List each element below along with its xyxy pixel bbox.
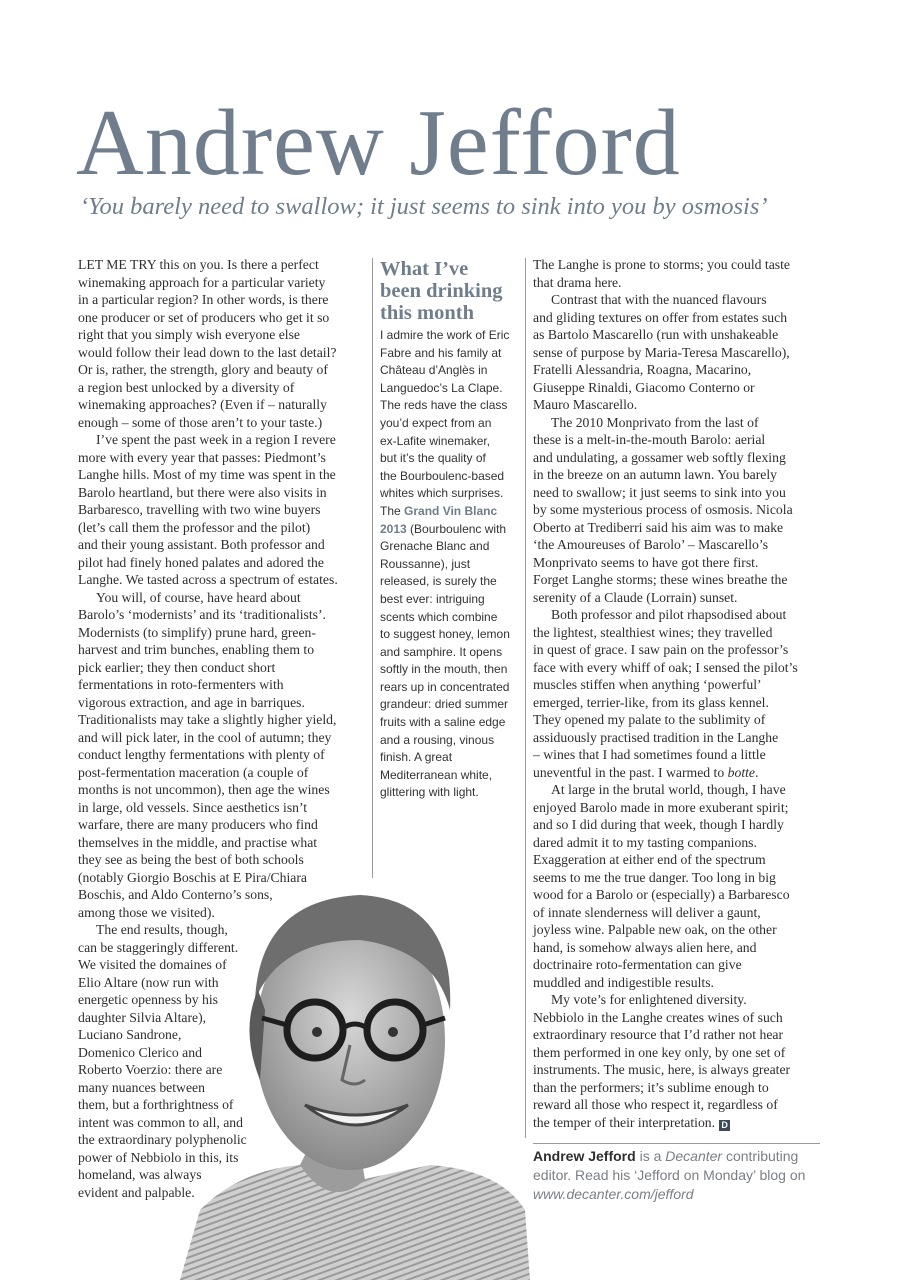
body-text-line: these is a melt-in-the-mouth Barolo: aerial <box>533 432 766 447</box>
body-text-line: My vote’s for enlightened diversity. <box>551 992 747 1007</box>
body-text-line: extraordinary resource that I’d rather not hear <box>533 1027 784 1042</box>
sidebar-text-line: but it’s the quality of <box>380 451 486 466</box>
body-text-line: Oberto at Trediberri said his aim was to make <box>533 519 784 535</box>
body-text-line: one producer or set of producers who get it so <box>78 309 330 325</box>
body-text-line: Langhe. We tasted across a spectrum of estates. <box>78 572 338 587</box>
sidebar-text-line: the Bourboulenc-based <box>380 468 505 483</box>
body-text-line: and so I did during that week, though I hardly <box>533 817 784 832</box>
body-text-line: seems to me the true danger. Too long in big <box>533 869 776 885</box>
body-text-line: them performed in one key only, by one set of <box>533 1044 786 1060</box>
bio-url-link[interactable]: www.decanter.com/jefford <box>533 1186 694 1202</box>
body-text-line: emerged, terrier-like, from its glass kennel. <box>533 694 769 710</box>
body-text-line: winemaking approaches? (Even if – naturally <box>78 397 327 412</box>
body-text-line: many nuances between <box>78 1079 205 1095</box>
body-text-line: face with every whiff of oak; I sensed the pilot’s <box>533 659 798 675</box>
sidebar-text-line: you’d expect from an <box>380 415 492 430</box>
body-text-line: Forget Langhe storms; these wines breathe the <box>533 572 788 587</box>
body-text-line: daughter Silvia Altare), <box>78 1009 207 1025</box>
bio-text: is a <box>635 1148 666 1164</box>
body-text-line: that drama here. <box>533 274 622 290</box>
body-text-line: than the performers; it’s sublime enough to <box>533 1079 769 1095</box>
sidebar-text-line: fruits with a saline edge <box>380 715 506 730</box>
body-text-line: homeland, was always <box>78 1167 202 1182</box>
body-text-line: Or is, rather, the strength, glory and beauty of <box>78 362 328 377</box>
sidebar-text-line: softly in the mouth, then <box>380 662 508 677</box>
body-text-line: Langhe hills. Most of my time was spent in the <box>78 467 336 482</box>
article-column-right <box>533 256 825 1131</box>
body-text-line: months is not uncommon), then age the wines <box>78 782 330 797</box>
sidebar-text-line: I admire the work of Eric <box>380 328 510 342</box>
sidebar-text-line: Fabre and his family at <box>380 345 502 360</box>
decanter-end-mark-icon: D <box>719 1120 730 1131</box>
body-text-line: (notably Giorgio Boschis at E Pira/Chiara <box>78 869 307 885</box>
body-text-line: Elio Altare (now run with <box>78 974 219 990</box>
body-text-line: of innate slenderness will deliver a gaunt, <box>533 904 761 920</box>
body-text-line: in quest of grace. I saw pain on the professor’s <box>533 642 789 657</box>
sidebar-text-line: rears up in concentrated <box>380 679 510 694</box>
body-text-line: intent was common to all, and <box>78 1114 243 1130</box>
body-text-line: would follow their lead down to the last detail? <box>78 344 337 360</box>
bio-publication: Decanter <box>665 1148 723 1164</box>
sidebar-heading-line: What I’ve <box>380 258 469 280</box>
body-text-line: right that you simply wish everyone else <box>78 327 301 342</box>
body-text-line: and will pick later, in the cool of autumn; they <box>78 729 332 745</box>
body-text-line: uneventful in the past. I warmed to botte. <box>533 764 759 780</box>
sidebar-text-line: Château d’Anglès in <box>380 363 488 378</box>
body-text-line: Boschis, and Aldo Conterno’s sons, <box>78 887 273 902</box>
body-text-line: the lightest, stealthiest wines; they travelled <box>533 624 773 640</box>
body-text-line: fermentations in roto-fermenters with <box>78 677 284 692</box>
body-text-line: Modernists (to simplify) prune hard, green- <box>78 624 316 640</box>
body-text-line: Roberto Voerzio: there are <box>78 1062 223 1077</box>
body-text-line: enough – some of those aren’t to your taste.) <box>78 414 323 430</box>
body-text-line: doctrinaire roto-fermentation can give <box>533 957 742 972</box>
body-text-line: assiduously practised tradition in the Langhe <box>533 729 779 745</box>
body-text-line: They opened my palate to the sublimity of <box>533 712 766 727</box>
sidebar-text-line: released, is surely the <box>380 574 497 589</box>
sidebar-heading-line: this month <box>380 302 474 324</box>
body-text-line: Giuseppe Rinaldi, Giacomo Conterno or <box>533 379 755 395</box>
body-text-line: ‘the Amoureuses of Barolo’ – Mascarello’s <box>533 537 769 552</box>
body-text-line: post-fermentation maceration (a couple of <box>78 764 309 780</box>
body-text-line: The 2010 Monprivato from the last of <box>551 414 759 430</box>
body-text-line: pilot had finely honed palates and adored the <box>78 554 324 570</box>
body-text-line: Fratelli Alessandria, Roagna, Macarino, <box>533 362 752 377</box>
body-text-line: wood for a Barolo or (especially) a Barbaresco <box>533 887 790 902</box>
body-text-line: enjoyed Barolo made in more exuberant spirit; <box>533 799 789 815</box>
body-text-line: harvest and trim bunches, enabling them to <box>78 642 315 657</box>
column-divider <box>372 258 373 878</box>
body-text-line: Monprivato seems to have got there first. <box>533 554 759 570</box>
body-text-line: serenity of a Claude (Lorrain) sunset. <box>533 589 738 605</box>
body-text-line: and gliding textures on offer from estates such <box>533 309 788 325</box>
body-text-line: in a particular region? In other words, is there <box>78 292 329 307</box>
sidebar-body <box>380 327 525 802</box>
body-text-line: We visited the domaines of <box>78 957 227 972</box>
sidebar-text-line: whites which surprises. <box>380 486 504 501</box>
body-text-line: (let’s call them the professor and the pilot) <box>78 519 311 535</box>
body-text-line: instruments. The music, here, is always greater <box>533 1062 791 1077</box>
body-text-line: Both professor and pilot rhapsodised about <box>551 607 787 622</box>
body-text-line: as Bartolo Mascarello (run with unshakeable <box>533 327 779 342</box>
sidebar-text-line: Roussanne), just <box>380 556 471 571</box>
sidebar-text-line: grandeur: dried summer <box>380 697 509 712</box>
body-text-line: Luciano Sandrone, <box>78 1027 182 1042</box>
body-text-line: pick earlier; they then conduct short <box>78 659 276 675</box>
body-text-line: vigorous extraction, and age in barriques. <box>78 694 305 710</box>
sidebar-what-ive-been-drinking <box>380 258 525 802</box>
body-text-line: Exaggeration at either end of the spectrum <box>533 852 766 867</box>
body-text-line: the temper of their interpretation. D <box>533 1114 825 1132</box>
body-text-line: conduct lengthy fermentations with plenty of <box>78 747 325 762</box>
sidebar-heading-line: been drinking <box>380 280 503 302</box>
sidebar-text-line: Languedoc’s La Clape. <box>380 380 503 395</box>
body-text-line: Domenico Clerico and <box>78 1044 202 1060</box>
body-text-line: winemaking approach for a particular variety <box>78 274 326 290</box>
sidebar-text-line: finish. A great <box>380 750 453 765</box>
body-text-line: and undulating, a gossamer web softly flexing <box>533 449 786 465</box>
pull-quote: ‘You barely need to swallow; it just seems to sink into you by osmosis’ <box>80 193 768 220</box>
body-text-line: Nebbiolo in the Langhe creates wines of such <box>533 1009 783 1025</box>
author-bio <box>533 1143 820 1204</box>
page-title: Andrew Jefford <box>76 91 681 195</box>
body-text-line: evident and palpable. <box>78 1184 195 1200</box>
body-text-line: energetic openness by his <box>78 992 219 1007</box>
body-text-line: themselves in the middle, and practise what <box>78 834 318 850</box>
bio-text: contributing editor. Read his ‘Jefford on Monday’ blog on <box>533 1148 806 1183</box>
body-text-line: a region best unlocked by a diversity of <box>78 379 295 395</box>
body-text-line: LET ME TRY this on you. Is there a perfect <box>78 257 319 272</box>
body-text-line: Barbaresco, travelling with two wine buyers <box>78 502 321 517</box>
sidebar-text-line: Mediterranean white, <box>380 767 493 782</box>
body-text-line: more with every year that passes: Piedmont’s <box>78 449 326 465</box>
sidebar-text-line: 2013 (Bourboulenc with <box>380 521 507 536</box>
body-text-line: power of Nebbiolo in this, its <box>78 1149 239 1165</box>
body-text-line: dared admit it to my tasting companions. <box>533 834 757 850</box>
body-text-line: Traditionalists may take a slightly higher yield, <box>78 712 337 727</box>
body-text-line: The end results, though, <box>96 922 228 937</box>
bio-name: Andrew Jefford <box>533 1148 636 1164</box>
body-text-line: hand, is somehow always alien here, and <box>533 939 757 955</box>
body-text-line: in large, old vessels. Since aesthetics isn’t <box>78 799 308 815</box>
body-text-line: can be staggeringly different. <box>78 939 239 955</box>
body-text-line: Barolo’s ‘modernists’ and its ‘traditionalists’. <box>78 607 326 622</box>
sidebar-text-line: scents which combine <box>380 609 498 624</box>
body-text-line: the extraordinary polyphenolic <box>78 1132 247 1147</box>
body-text-line: Barolo heartland, but there were also visits in <box>78 484 327 500</box>
sidebar-text-line: and samphire. It opens <box>380 644 503 659</box>
body-text-line: they see as being the best of both schools <box>78 852 304 867</box>
body-text-line: joyless wine. Palpable new oak, on the other <box>533 922 777 937</box>
body-text-line: reward all those who respect it, regardless of <box>533 1097 778 1112</box>
sidebar-text-line: ex-Lafite winemaker, <box>380 433 491 448</box>
body-text-line: in the breeze on an autumn lawn. You barely <box>533 467 778 482</box>
sidebar-text-line: glittering with light. <box>380 785 479 800</box>
body-text-line: Contrast that with the nuanced flavours <box>551 292 767 307</box>
body-text-line: them, but a forthrightness of <box>78 1097 234 1112</box>
body-text-line: Mauro Mascarello. <box>533 397 638 412</box>
sidebar-text-line: Grenache Blanc and <box>380 539 490 554</box>
body-text-line: muddled and indigestible results. <box>533 974 714 990</box>
body-text-line: The Langhe is prone to storms; you could taste <box>533 257 790 272</box>
sidebar-heading <box>380 258 525 324</box>
body-text-line: warfare, there are many producers who find <box>78 817 318 832</box>
body-text-line: by some mysterious process of osmosis. Nicola <box>533 502 793 517</box>
sidebar-text-line: The reds have the class <box>380 398 508 413</box>
sidebar-text-line: to suggest honey, lemon <box>380 627 510 642</box>
sidebar-text-line: The Grand Vin Blanc <box>380 503 498 518</box>
body-text-line: You will, of course, have heard about <box>96 589 301 605</box>
body-text-line: and their young assistant. Both professor and <box>78 537 325 552</box>
sidebar-text-line: and a rousing, vinous <box>380 732 495 747</box>
body-text-line: I’ve spent the past week in a region I revere <box>96 432 336 447</box>
body-text-line: among those we visited). <box>78 904 215 920</box>
sidebar-text-line: best ever: intriguing <box>380 591 485 606</box>
body-text-line: – wines that I had sometimes found a little <box>533 747 766 762</box>
author-photo <box>170 880 530 1280</box>
body-text-line: need to swallow; it just seems to sink into you <box>533 484 786 500</box>
body-text-line: muscles stiffen when anything ‘powerful’ <box>533 677 762 692</box>
body-text-line: At large in the brutal world, though, I have <box>551 782 786 797</box>
body-text-line: sense of purpose by Maria-Teresa Mascarello), <box>533 344 790 360</box>
